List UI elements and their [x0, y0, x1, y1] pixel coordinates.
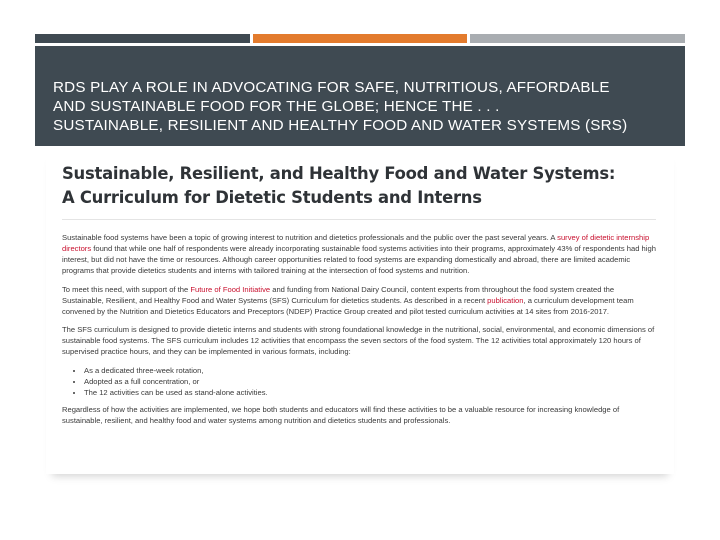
format-list — [62, 365, 656, 398]
slide-header — [35, 46, 685, 146]
slide-title: RDS PLAY A ROLE IN ADVOCATING FOR SAFE, NUTRITIOUS, AFFORDABLE AND SUSTAINABLE FOOD FOR THE GLOBE; HENCE THE . . . SUSTAINABLE, RESILIENT AND HEALTHY FOOD AND WATER SYSTEMS (SRS) — [53, 79, 628, 134]
paragraph-text: Sustainable food systems have been a topic of growing interest to nutrition and dietetics professionals and the public over the past several years. A — [62, 233, 558, 242]
list-item: • Adopted as a full concentration, or — [84, 376, 656, 387]
document-title: Sustainable, Resilient, and Healthy Food and Water Systems: A Curriculum for Dietetic Students and Interns — [62, 164, 616, 207]
paragraph-text: found that while one half of respondents were already incorporating sustainable food systems activities into their programs, approximately 43% of respondents had high interest, but did not have the time or resources. Although career opportunities related to food systems are expanding domestically and abroad, there are limited academic programs that provide dietetics students and interns with tailored training at the intersection of food systems and nutrition. — [62, 244, 656, 275]
survey-link[interactable]: survey of dietetic internship directors — [62, 233, 650, 253]
list-item: • As a dedicated three-week rotation, — [84, 365, 656, 376]
future-of-food-link[interactable]: Future of Food Initiative — [190, 284, 271, 294]
paragraph-text: and funding from National Dairy Council, content experts from throughout the food system created the Sustainable, Resilient, and Healthy Food and Water Systems (SFS) Curriculum for dietetics students. As described in a recent — [62, 284, 615, 305]
publication-link[interactable]: publication — [487, 295, 524, 305]
title-divider — [62, 219, 656, 220]
paragraph-intro — [62, 232, 656, 276]
paragraph-funding — [62, 284, 656, 317]
list-item: • The 12 activities can be used as stand-alone activities. — [84, 387, 656, 398]
paragraph-closing: Regardless of how the activities are implemented, we hope both students and educators will find these activities to be a valuable resource for increasing knowledge of sustainable, resilient, and healthy food and water systems among nutrition and dietetics students and professionals. — [62, 404, 620, 425]
accent-bar-orange — [253, 34, 467, 43]
accent-bar-dark — [35, 34, 250, 43]
paragraph-text: To meet this need, with support of the — [62, 284, 191, 294]
accent-bar-gray — [470, 34, 685, 43]
paragraph-text: , a curriculum development team convened by the Nutrition and Dietetics Educators and Preceptors (NDEP) Practice Group created and pilot tested curriculum activities at 14 sites from 2016-2017. — [62, 295, 634, 316]
paragraph-curriculum: The SFS curriculum is designed to provide dietetic interns and students with strong foundational knowledge in the nutritional, social, environmental, and economic dimensions of sustainable food systems. The SFS curriculum includes 12 activities that encompass the seven sectors of the food system. The 12 activities total approximately 120 hours of supervised practice hours, and they can be implemented in various formats, including: — [62, 325, 655, 356]
embedded-webpage-screenshot — [46, 148, 674, 474]
